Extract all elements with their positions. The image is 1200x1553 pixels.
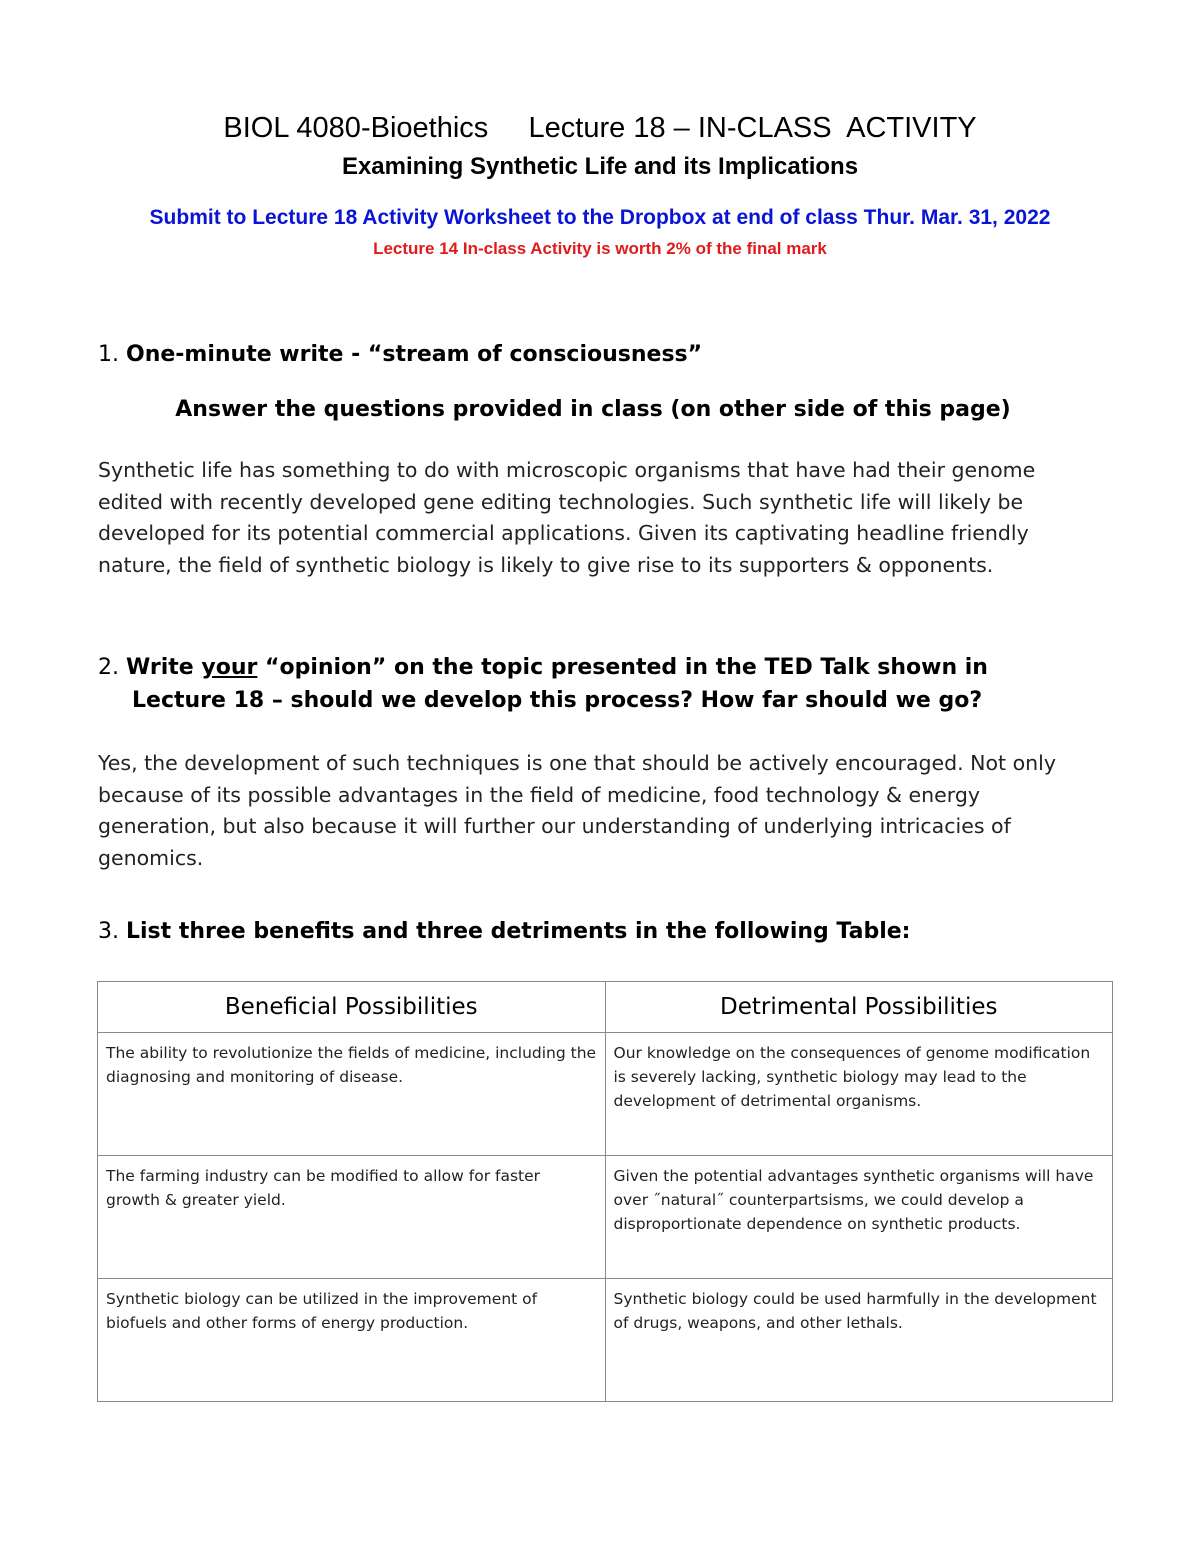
answer-2: Yes, the development of such techniques is one that should be actively encouraged. Not only because of its possible advantages in the field of medicine, food technology & energy generation, but also because it will further our understanding of underlying intricacies of genomics. xyxy=(98,751,1056,870)
detriment-cell: Our knowledge on the consequences of genome modification is severely lacking, synthetic biology may lead to the development of detrimental organisms. xyxy=(605,1033,1113,1156)
question-1-text: One-minute write - “stream of consciousness” xyxy=(126,342,703,367)
question-2-text-pre: Write xyxy=(126,655,202,680)
question-2-number: 2. xyxy=(98,655,119,680)
question-2-emphasis: your xyxy=(201,655,258,680)
benefits-detriments-table xyxy=(97,981,1113,1402)
benefit-cell: The ability to revolutionize the fields of medicine, including the diagnosing and monitoring of disease. xyxy=(98,1033,606,1156)
question-2 xyxy=(98,651,1118,717)
table-row xyxy=(98,1033,1113,1156)
grade-weight-note: Lecture 14 In-class Activity is worth 2% of the final mark xyxy=(373,239,827,258)
header-detrimental: Detrimental Possibilities xyxy=(605,982,1113,1033)
benefit-cell: The farming industry can be modified to allow for faster growth & greater yield. xyxy=(98,1156,606,1279)
benefit-cell: Synthetic biology can be utilized in the improvement of biofuels and other forms of energy production. xyxy=(98,1279,606,1402)
detriment-cell: Synthetic biology could be used harmfully in the development of drugs, weapons, and other lethals. xyxy=(605,1279,1113,1402)
answer-1: Synthetic life has something to do with microscopic organisms that have had their genome edited with recently developed gene editing technologies. Such synthetic life will likely be developed for its potential commercial applications. Given its captivating headline friendly nature, the field of synthetic biology is likely to give rise to its supporters & opponents. xyxy=(98,458,1036,577)
question-3 xyxy=(98,915,1118,948)
submit-instruction: Submit to Lecture 18 Activity Worksheet to the Dropbox at end of class Thur. Mar. 31, 2022 xyxy=(149,206,1051,229)
page-title: BIOL 4080-Bioethics Lecture 18 – IN-CLASS ACTIVITY xyxy=(223,112,977,144)
header-beneficial: Beneficial Possibilities xyxy=(98,982,606,1033)
question-3-number: 3. xyxy=(98,919,119,944)
detriment-cell: Given the potential advantages synthetic organisms will have over ˝natural˝ counterpartsisms, we could develop a disproportionate dependence on synthetic products. xyxy=(605,1156,1113,1279)
question-2-text-line2: Lecture 18 – should we develop this process? How far should we go? xyxy=(132,688,983,713)
question-1-subtext: Answer the questions provided in class (on other side of this page) xyxy=(175,397,1011,422)
table-header-row xyxy=(98,982,1113,1033)
question-2-text-post: “opinion” on the topic presented in the TED Talk shown in xyxy=(257,655,988,680)
page-subtitle: Examining Synthetic Life and its Implications xyxy=(341,153,859,180)
question-1-number: 1. xyxy=(98,342,119,367)
question-1 xyxy=(98,338,1118,371)
table-row xyxy=(98,1279,1113,1402)
table-row xyxy=(98,1156,1113,1279)
question-3-text: List three benefits and three detriments in the following Table: xyxy=(126,919,911,944)
